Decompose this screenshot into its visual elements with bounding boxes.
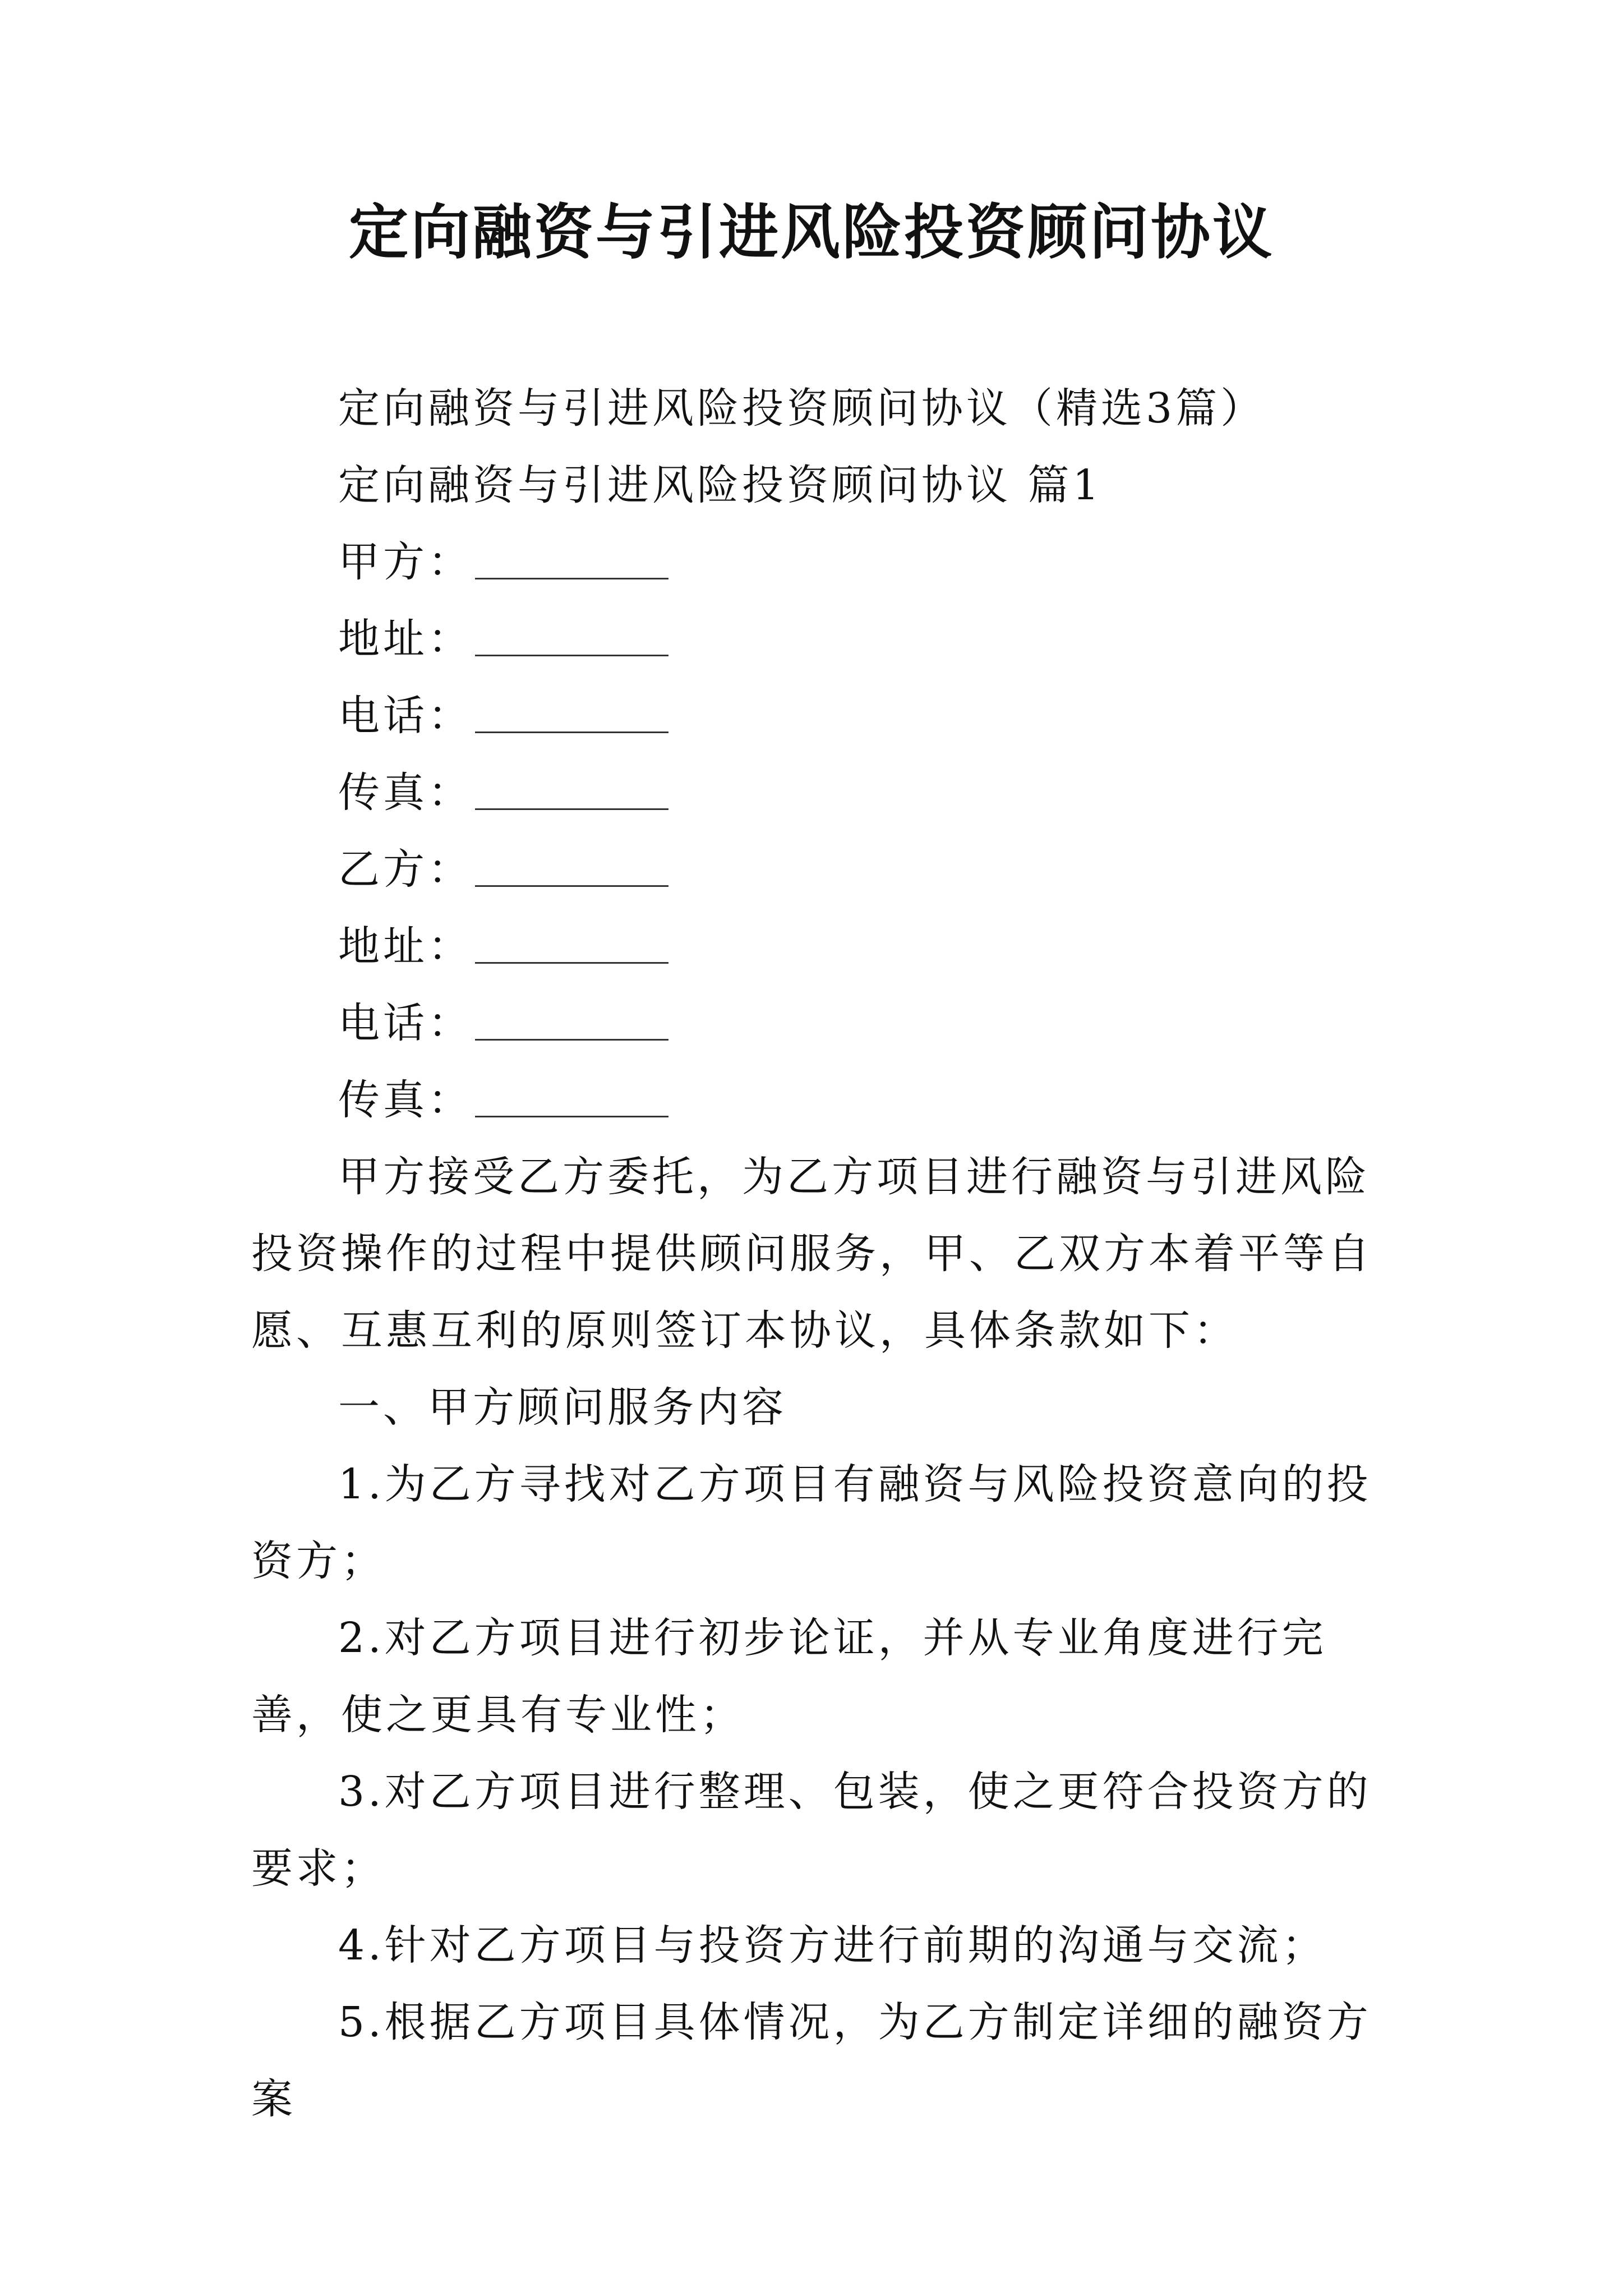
document-subtitle: 定向融资与引进风险投资顾问协议（精选3篇） <box>338 384 1266 432</box>
field-label: 电话： <box>338 692 473 740</box>
party-b-fax-field <box>251 1062 1373 1139</box>
field-label: 甲方： <box>338 538 473 586</box>
party-b-address-field <box>251 908 1373 985</box>
party-a-address-field <box>251 601 1373 678</box>
field-label: 地址： <box>338 922 473 970</box>
clause-item-4: 4.针对乙方项目与投资方进行前期的沟通与交流； <box>338 1921 1327 1970</box>
field-label: 传真： <box>338 769 473 817</box>
clause-heading: 一、甲方顾问服务内容 <box>338 1383 787 1432</box>
blank-line <box>475 698 668 733</box>
blank-line <box>475 1082 668 1117</box>
field-label: 电话： <box>338 999 473 1047</box>
document-title: 定向融资与引进风险投资顾问协议 <box>349 198 1274 267</box>
party-b-phone-field <box>251 985 1373 1062</box>
blank-line <box>475 775 668 810</box>
field-label: 传真： <box>338 1076 473 1124</box>
blank-line <box>475 852 668 887</box>
blank-line <box>475 1005 668 1041</box>
field-label: 地址： <box>338 615 473 663</box>
intro-paragraph: 甲方接受乙方委托，为乙方项目进行融资与引进风险投资操作的过程中提供顾问服务，甲、乙双方本着平等自愿、互惠互利的原则签订本协议，具体条款如下： <box>251 1153 1373 1355</box>
party-a-name-field <box>251 524 1373 601</box>
party-a-phone-field <box>251 678 1373 754</box>
field-label: 乙方： <box>338 845 473 894</box>
clause-item-5: 5.根据乙方项目具体情况，为乙方制定详细的融资方案 <box>251 1998 1372 2123</box>
document-body <box>251 370 1373 2138</box>
blank-line <box>475 621 668 656</box>
party-a-fax-field <box>251 754 1373 831</box>
clause-item-2: 2.对乙方项目进行初步论证，并从专业角度进行完善，使之更具有专业性； <box>251 1614 1327 1739</box>
clause-item-3: 3.对乙方项目进行整理、包装，使之更符合投资方的要求； <box>251 1768 1372 1893</box>
section-heading: 定向融资与引进风险投资顾问协议 篇1 <box>338 461 1103 509</box>
blank-line <box>475 544 668 579</box>
clause-item-1: 1.为乙方寻找对乙方项目有融资与风险投资意向的投资方； <box>251 1460 1372 1585</box>
party-b-name-field <box>251 831 1373 908</box>
blank-line <box>475 928 668 964</box>
